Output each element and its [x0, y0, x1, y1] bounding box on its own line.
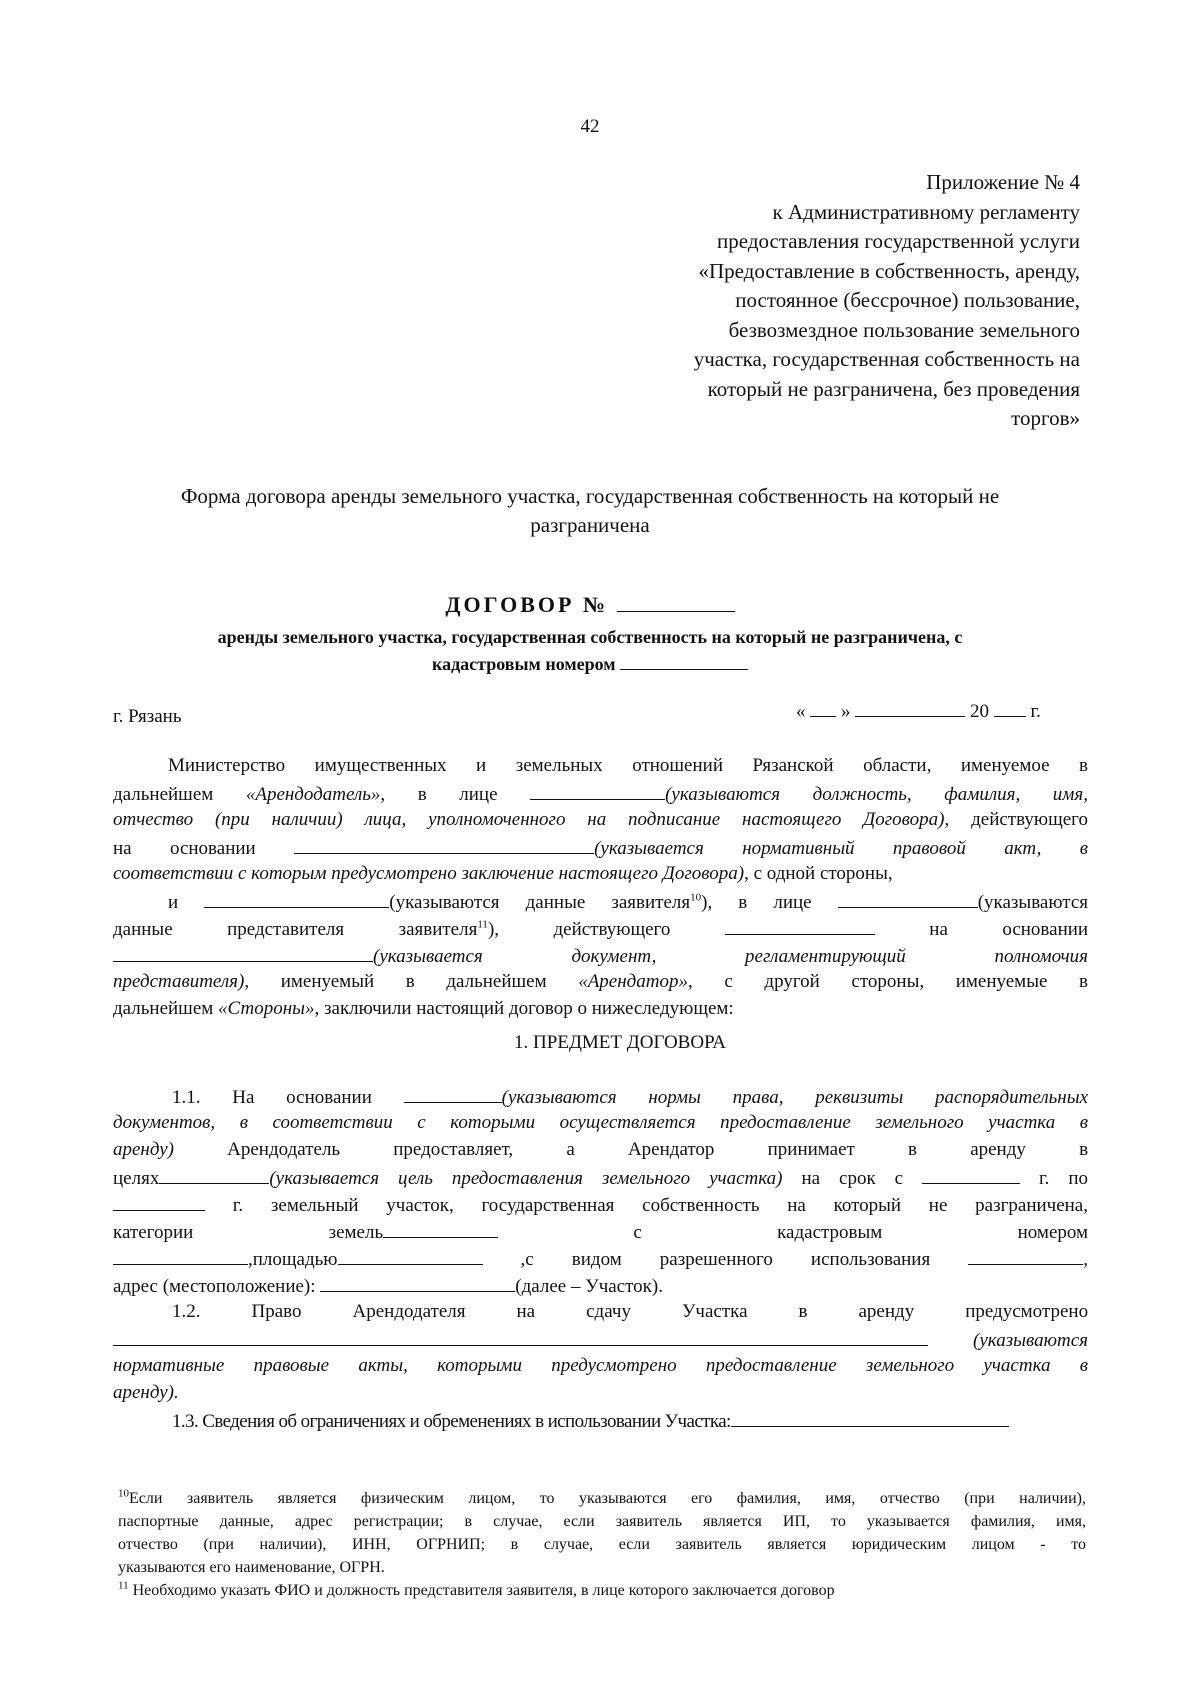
- text: , действующего: [944, 809, 1088, 830]
- hint-text: регламентирующий: [745, 946, 906, 967]
- text: номером: [1017, 1222, 1089, 1243]
- text: , в лице: [380, 784, 498, 805]
- contract-subtitle-line2: [120, 651, 1060, 678]
- contract-subtitle: [120, 624, 1060, 678]
- text: предусмотрено: [965, 1301, 1089, 1322]
- lessor-term: «Арендодатель»: [245, 784, 381, 805]
- text: в: [908, 1139, 918, 1160]
- text: и: [168, 892, 179, 913]
- text: (далее – Участок).: [515, 1276, 663, 1297]
- text: Участка: [681, 1301, 748, 1322]
- hint-text: отчество (при наличии) лица, уполномоченного на подписание настоящего Договора): [113, 809, 945, 830]
- appendix-header: [620, 168, 1080, 434]
- footnote-mark: 11: [118, 1579, 129, 1592]
- text: г. земельный участок, государственная собственность на который не разграничена,: [232, 1195, 1088, 1216]
- form-title-line: разграничена: [530, 513, 650, 537]
- text: основании: [1002, 919, 1089, 940]
- preamble-line: [168, 890, 1088, 914]
- text: принимает: [767, 1139, 855, 1160]
- contract-title-text: ДОГОВОР №: [445, 592, 609, 617]
- text: на: [929, 919, 948, 940]
- text: г. по: [1038, 1168, 1089, 1189]
- day-field[interactable]: [810, 699, 836, 717]
- hint-text: представителя): [113, 971, 245, 992]
- clause-line: [113, 1193, 1088, 1217]
- hint-text: полномочия: [994, 946, 1088, 967]
- hint-text: (указываются: [973, 1330, 1088, 1351]
- text: заявителя: [398, 919, 478, 940]
- date-open-quote: «: [796, 701, 806, 722]
- preamble-line: [113, 971, 1088, 993]
- representative-basis-field[interactable]: [725, 917, 875, 935]
- text: Арендатор: [627, 1139, 715, 1160]
- preamble-line: Министерство имущественных и земельных отношений Рязанской области, именуемое в: [168, 755, 1088, 776]
- text: с: [633, 1222, 642, 1243]
- preamble-line: [113, 836, 1088, 860]
- form-title-line: Форма договора аренды земельного участка, государственная собственность на который не: [180, 484, 1000, 508]
- text: категории: [113, 1222, 194, 1243]
- clause-line: аренду).: [113, 1382, 179, 1403]
- contract-subtitle-line: аренды земельного участка, государственная собственность на который не разграничена, с: [217, 627, 963, 647]
- text: 1.3. Сведения об ограничениях и обременениях в использовании Участка:: [172, 1411, 731, 1432]
- footnote-11: [118, 1579, 1086, 1600]
- cadastral-field[interactable]: [113, 1247, 248, 1265]
- hint-text: документ,: [571, 946, 657, 967]
- appendix-line: безвозмездное пользование земельного: [728, 317, 1080, 342]
- permitted-use-field[interactable]: [968, 1247, 1083, 1265]
- appendix-line: к Административному регламенту: [772, 199, 1080, 224]
- preamble-line: [113, 809, 1088, 831]
- text: в: [1079, 1139, 1089, 1160]
- month-field[interactable]: [855, 699, 965, 717]
- text: ), в лице: [701, 892, 812, 913]
- text: , заключили настоящий договор о нижеследующем:: [314, 998, 734, 1019]
- text: аренду: [970, 1139, 1026, 1160]
- hint-text: (указываются нормы права, реквизиты распорядительных: [501, 1087, 1089, 1108]
- clause-line: [113, 1220, 1088, 1244]
- term-end-field[interactable]: [113, 1193, 205, 1211]
- footnote-ref[interactable]: 11: [477, 918, 488, 931]
- appendix-line: «Предоставление в собственность, аренду,: [698, 258, 1080, 283]
- footnote-ref[interactable]: 10: [690, 891, 702, 904]
- lease-right-basis-field[interactable]: [113, 1328, 928, 1346]
- clause-line: [172, 1301, 1088, 1323]
- text: представителя: [227, 919, 345, 940]
- date-century: 20: [970, 701, 989, 722]
- clause-line: [172, 1409, 1009, 1433]
- applicant-representative-field[interactable]: [838, 890, 978, 908]
- text: дальнейшем: [113, 784, 246, 805]
- clause-line: документов, в соответствии с которыми осуществляется предоставление земельного участка в: [113, 1112, 1088, 1133]
- text: (указываются данные заявителя: [389, 892, 691, 913]
- text: адрес (местоположение):: [113, 1276, 316, 1297]
- section-title: 1. ПРЕДМЕТ ДОГОВОРА: [514, 1032, 726, 1053]
- text: в: [798, 1301, 808, 1322]
- lessee-term: «Арендатор»: [578, 971, 689, 992]
- text: (указываются: [977, 892, 1088, 913]
- lessor-basis-field[interactable]: [294, 836, 594, 854]
- legal-norms-field[interactable]: [404, 1085, 502, 1103]
- footnote-10-line: отчество (при наличии), ИНН, ОГРНИП; в случае, если заявитель является юридическим лицом - то: [118, 1536, 1086, 1553]
- encumbrances-field[interactable]: [731, 1409, 1009, 1427]
- footnote-text: Необходимо указать ФИО и должность представителя заявителя, в лице которого заключается договор: [128, 1582, 835, 1599]
- hint-text: (указывается: [373, 946, 483, 967]
- text: на основании: [113, 838, 256, 859]
- form-title: [110, 482, 1070, 540]
- hint-text: соответствии с которым предусмотрено заключение настоящего Договора): [113, 863, 745, 884]
- footnote-text: Если заявитель является физическим лицом, то указываются его фамилия, имя, отчество (при наличии),: [129, 1490, 1086, 1507]
- preamble-line: [113, 917, 1088, 941]
- text: Арендодатель: [227, 1139, 341, 1160]
- text: 1.2.: [172, 1301, 201, 1322]
- clause-line: [113, 1166, 1088, 1190]
- text: предоставляет,: [393, 1139, 514, 1160]
- area-field[interactable]: [338, 1247, 483, 1265]
- text: на: [516, 1301, 536, 1322]
- footnote-10: [118, 1487, 1086, 1508]
- hint-text: (указывается цель предоставления земельного участка): [269, 1168, 783, 1189]
- contract-title: [0, 592, 1180, 618]
- cadastral-number-field[interactable]: [620, 652, 748, 670]
- preamble-line: [113, 944, 1088, 968]
- cadastral-label: кадастровым номером: [431, 654, 616, 674]
- footnote-10-line: паспортные данные, адрес регистрации; в случае, если заявитель является ИП, то указывается фамилия, имя,: [118, 1513, 1086, 1530]
- preamble-line: [113, 863, 893, 885]
- text: ,с видом разрешенного использования: [520, 1249, 931, 1270]
- clause-line: [172, 1085, 1088, 1109]
- text: сдачу: [586, 1301, 631, 1322]
- text: 1.1. На основании: [172, 1087, 372, 1108]
- applicant-data-field[interactable]: [204, 890, 389, 908]
- text: , с одной стороны,: [744, 863, 893, 884]
- text: кадастровым: [777, 1222, 883, 1243]
- purpose-field[interactable]: [159, 1166, 269, 1184]
- clause-line: нормативные правовые акты, которыми предусмотрено предоставление земельного участка в: [113, 1355, 1088, 1376]
- footnote-10-line: указываются его наименование, ОГРН.: [118, 1559, 385, 1576]
- preamble-line: [113, 998, 734, 1020]
- hint-text: (указываются должность, фамилия, имя,: [665, 784, 1089, 805]
- date-year-suffix: г.: [1030, 701, 1041, 722]
- year-field[interactable]: [994, 699, 1026, 717]
- land-category-field[interactable]: [383, 1220, 498, 1238]
- appendix-line: торгов»: [1011, 406, 1080, 430]
- footnote-mark: 10: [118, 1487, 129, 1500]
- page-number: 42: [580, 116, 600, 137]
- parties-term: «Стороны»: [218, 998, 315, 1019]
- date-close-quote: »: [841, 701, 851, 722]
- appendix-line: постоянное (бессрочное) пользование,: [735, 288, 1080, 312]
- text: ),: [487, 919, 500, 940]
- text: целях: [113, 1168, 160, 1189]
- text: , именуемый в дальнейшем: [244, 971, 579, 992]
- appendix-line: участка, государственная собственность на: [693, 347, 1080, 371]
- text: Право: [251, 1301, 302, 1322]
- text: земель: [328, 1222, 384, 1243]
- hint-text: (указывается нормативный правовой акт, в: [594, 838, 1088, 859]
- clause-line: [113, 1274, 663, 1298]
- city: г. Рязань: [113, 706, 182, 727]
- term-start-field[interactable]: [922, 1166, 1020, 1184]
- hint-text: аренду): [113, 1139, 174, 1160]
- appendix-line: Приложение № 4: [926, 170, 1080, 194]
- text: дальнейшем: [113, 998, 219, 1019]
- text: на срок с: [801, 1168, 904, 1189]
- address-field[interactable]: [320, 1274, 515, 1292]
- text: аренду: [858, 1301, 915, 1322]
- text: данные: [113, 919, 173, 940]
- clause-line: [113, 1247, 1088, 1271]
- clause-line: [113, 1139, 1088, 1161]
- lessor-representative-field[interactable]: [530, 782, 665, 800]
- text: , с другой стороны, именуемые в: [688, 971, 1088, 992]
- clause-line: [113, 1328, 1088, 1352]
- text: Арендодателя: [352, 1301, 466, 1322]
- contract-number-field[interactable]: [617, 594, 735, 612]
- text: а: [566, 1139, 575, 1160]
- preamble-line: [113, 782, 1088, 806]
- text: ,площадью: [248, 1249, 338, 1270]
- appendix-line: предоставления государственной услуги: [717, 229, 1080, 253]
- authority-document-field[interactable]: [113, 944, 373, 962]
- text: ,: [1083, 1249, 1089, 1270]
- text: действующего: [553, 919, 671, 940]
- contract-date: [796, 699, 1041, 723]
- appendix-line: который не разграничена, без проведения: [707, 376, 1080, 401]
